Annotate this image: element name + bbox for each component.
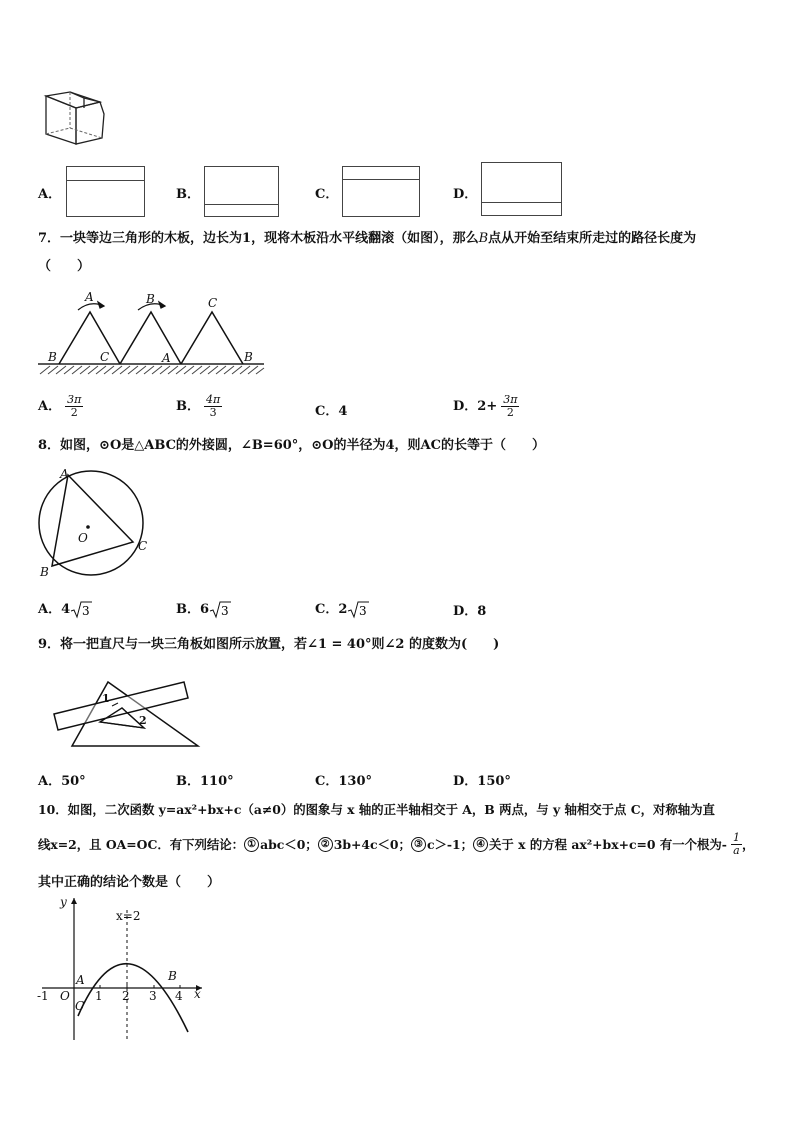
q7-stem-line2: （ ） <box>38 259 91 274</box>
q6-option-b-figure <box>204 166 279 217</box>
q6-option-a[interactable] <box>38 183 61 202</box>
sqrt-icon <box>347 601 369 619</box>
q10-conclusion-3-marker: ③ <box>411 837 426 852</box>
q10-stem-line2: 线x=2，且 OA=OC．有下列结论： ① abc＜0； ② 3b+4c＜0； ③ c＞-1； ④ 关于 x 的方程 ax²+bx+c=0 有一个根为- $\frac{1}{a}$ ， <box>38 831 755 857</box>
svg-text:3: 3 <box>82 603 90 618</box>
option-label: C． <box>315 404 339 419</box>
option-label: A． <box>38 399 62 414</box>
q10-tick-1: 1 <box>95 989 103 1003</box>
option-label: A． <box>38 602 62 617</box>
q10-axis-y-label: y <box>60 895 67 909</box>
q10-point-b: B <box>168 969 177 983</box>
option-label: D． <box>453 604 478 619</box>
q7-stem-line1: 7．一块等边三角形的木板，边长为1，现将木板沿水平线翻滚（如图），那么B点从开始至结束所走过的路径长度为 <box>38 231 697 246</box>
q6-option-c[interactable] <box>315 183 338 202</box>
option-label: D． <box>453 399 478 414</box>
option-coef: 6 <box>200 602 210 617</box>
option-label: B． <box>176 399 200 414</box>
q7-rolling-triangle-figure <box>38 288 268 378</box>
option-value: 130° <box>338 774 372 789</box>
svg-text:3: 3 <box>359 603 368 618</box>
svg-text:3: 3 <box>221 603 229 618</box>
option-label: C． <box>315 602 339 617</box>
option-coef: 4 <box>61 602 71 617</box>
q8-label-a: A <box>60 467 69 481</box>
sqrt-icon <box>209 601 231 619</box>
option-label: D． <box>453 187 478 202</box>
q6-option-c-figure <box>342 166 420 217</box>
option-prefix: 2+ <box>477 399 498 414</box>
q7-label-b1: B <box>48 350 57 364</box>
q8-label-b: B <box>40 565 49 579</box>
q7-label-c2: C <box>208 296 218 310</box>
q7-label-c1: C <box>100 350 110 364</box>
q9-angle-1-label: 1 <box>102 692 110 705</box>
q9-option-b[interactable] <box>176 770 234 789</box>
option-label: D． <box>453 774 478 789</box>
q9-ruler-triangle-figure <box>48 672 204 754</box>
q7-option-b[interactable] <box>176 394 222 419</box>
option-label: B． <box>176 774 200 789</box>
q8-circle-figure <box>34 466 150 580</box>
q10-stem-line3: 其中正确的结论个数是（ ） <box>38 875 221 890</box>
q6-option-b[interactable] <box>176 183 200 202</box>
option-label: A． <box>38 187 62 202</box>
fraction: $\frac{4\pi}{3}$ <box>206 393 221 419</box>
q7-label-a2: A <box>162 351 171 365</box>
q9-option-c[interactable] <box>315 770 372 789</box>
option-label: B． <box>176 187 200 202</box>
q10-origin-label: O <box>60 989 70 1003</box>
q8-option-c[interactable] <box>315 598 369 619</box>
q7-option-d[interactable] <box>453 394 519 419</box>
q10-point-c: C <box>75 999 85 1013</box>
q10-tick-neg1: -1 <box>37 989 49 1003</box>
q10-parabola-figure <box>34 892 210 1044</box>
q7-label-a1: A <box>85 290 94 304</box>
option-label: C． <box>315 774 339 789</box>
q6-option-a-figure <box>66 166 145 217</box>
q8-label-c: C <box>138 539 148 553</box>
q10-fraction: $\frac{1}{a}$ <box>732 831 740 857</box>
fraction: $\frac{3\pi}{2}$ <box>67 393 82 419</box>
q8-option-b[interactable] <box>176 598 231 619</box>
q6-option-d[interactable] <box>453 183 477 202</box>
q10-conclusion-4-marker: ④ <box>473 837 488 852</box>
q10-tick-3: 3 <box>149 989 157 1003</box>
q10-symmetry-label: x=2 <box>116 909 141 923</box>
option-value: 8 <box>477 604 487 619</box>
q9-angle-2-label: 2 <box>139 714 147 727</box>
option-value: 4 <box>338 404 348 419</box>
q8-label-o: O <box>78 531 88 545</box>
q10-stem-line1: 10．如图，二次函数 y=ax²+bx+c（a≠0）的图象与 x 轴的正半轴相交于 A，B 两点，与 y 轴相交于点 C，对称轴为直 <box>38 802 715 817</box>
q9-stem: 9．将一把直尺与一块三角板如图所示放置，若∠1 = 40°则∠2 的度数为( ) <box>38 637 500 652</box>
q10-point-a: A <box>76 973 85 987</box>
q7-label-b2: B <box>146 292 155 306</box>
option-label: B． <box>176 602 200 617</box>
option-coef: 2 <box>338 602 348 617</box>
q8-option-a[interactable] <box>38 598 92 619</box>
option-label: A． <box>38 774 62 789</box>
q10-axis-x-label: x <box>194 987 201 1001</box>
q7-stem-var: B <box>478 231 489 246</box>
prism-figure <box>40 88 110 150</box>
fraction: $\frac{3\pi}{2}$ <box>503 393 518 419</box>
option-value: 150° <box>477 774 511 789</box>
q10-tick-4: 4 <box>175 989 183 1003</box>
option-label: C． <box>315 187 339 202</box>
q7-option-a[interactable] <box>38 394 83 419</box>
q8-stem: 8．如图，⊙O是△ABC的外接圆，∠B=60°，⊙O的半径为4，则AC的长等于（ ） <box>38 438 545 453</box>
sqrt-icon <box>70 601 92 619</box>
q6-option-d-figure <box>481 162 562 216</box>
q9-option-a[interactable] <box>38 770 86 789</box>
option-value: 50° <box>61 774 86 789</box>
q9-option-d[interactable] <box>453 770 511 789</box>
q10-conclusion-2-marker: ② <box>318 837 333 852</box>
q7-option-c[interactable] <box>315 400 347 419</box>
q7-label-b3: B <box>244 350 253 364</box>
option-value: 110° <box>200 774 234 789</box>
q8-option-d[interactable] <box>453 600 486 619</box>
q10-conclusion-1-marker: ① <box>244 837 259 852</box>
q10-tick-2: 2 <box>122 989 130 1003</box>
